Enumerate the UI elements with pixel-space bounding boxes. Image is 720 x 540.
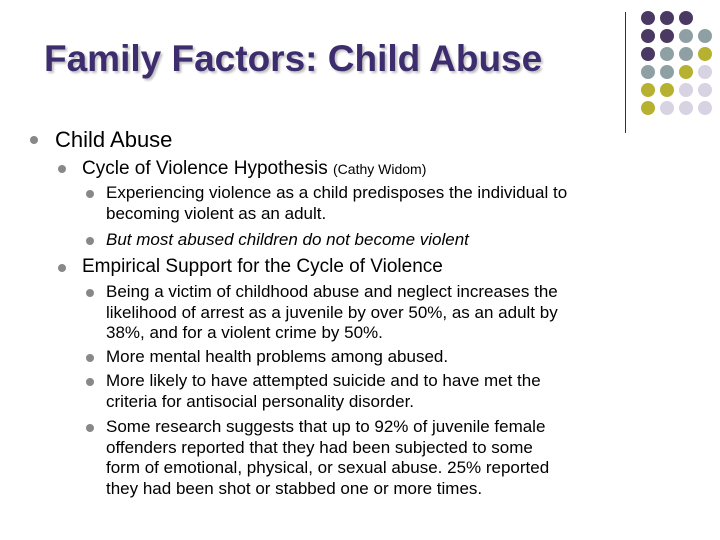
- decorative-dot-icon: [641, 65, 655, 79]
- main-bullet-text: Child Abuse: [55, 127, 173, 152]
- point-line: criteria for antisocial personality disorder.: [106, 391, 415, 411]
- decorative-dot-icon: [660, 47, 674, 61]
- decorative-dot-icon: [698, 83, 712, 97]
- point-line: 38%, and for a violent crime by 50%.: [106, 323, 383, 342]
- point-line: Some research suggests that up to 92% of juvenile female: [106, 417, 546, 436]
- point-text: [106, 417, 549, 499]
- decorative-dot-icon: [660, 101, 674, 115]
- bullet-icon: [30, 136, 38, 144]
- decorative-dot-icon: [641, 101, 655, 115]
- bullet-icon: [86, 424, 94, 432]
- decorative-divider-line: [625, 12, 626, 133]
- point-text: More mental health problems among abused.: [106, 347, 449, 366]
- decorative-dot-icon: [660, 11, 674, 25]
- decorative-dot-icon: [660, 65, 674, 79]
- decorative-dot-icon: [698, 65, 712, 79]
- point-line: More likely to have attempted suicide and to have met the: [106, 371, 541, 390]
- point-text: [106, 282, 558, 344]
- point-text: [106, 183, 567, 224]
- bullet-icon: [58, 264, 66, 272]
- bullet-icon: [86, 289, 94, 297]
- decorative-dot-icon: [641, 47, 655, 61]
- decorative-dot-icon: [660, 83, 674, 97]
- bullet-icon: [86, 378, 94, 386]
- decorative-dot-icon: [641, 83, 655, 97]
- decorative-dot-icon: [679, 101, 693, 115]
- decorative-dot-icon: [679, 47, 693, 61]
- decorative-dot-icon: [641, 11, 655, 25]
- sub-bullet-text: [82, 158, 426, 180]
- decorative-dot-icon: [679, 29, 693, 43]
- point-line: becoming violent as an adult.: [106, 203, 327, 223]
- attribution-text: (Cathy Widom): [333, 161, 427, 177]
- bullet-icon: [86, 354, 94, 362]
- point-text: [106, 371, 541, 412]
- bullet-icon: [86, 237, 94, 245]
- sub-bullet-label: Cycle of Violence Hypothesis: [82, 158, 328, 179]
- bullet-icon: [86, 190, 94, 198]
- point-line: likelihood of arrest as a juvenile by over 50%, as an adult by: [106, 302, 558, 322]
- point-line: they had been shot or stabbed one or more times.: [106, 478, 483, 498]
- point-line: Experiencing violence as a child predisposes the individual to: [106, 183, 568, 202]
- point-line: offenders reported that they had been subjected to some: [106, 437, 533, 457]
- point-line: form of emotional, physical, or sexual abuse. 25% reported: [106, 458, 550, 477]
- point-line: Being a victim of childhood abuse and neglect increases the: [106, 282, 558, 301]
- decorative-dot-icon: [698, 47, 712, 61]
- sub-bullet-text: Empirical Support for the Cycle of Violence: [82, 256, 443, 277]
- decorative-dot-icon: [698, 29, 712, 43]
- decorative-dot-icon: [679, 65, 693, 79]
- decorative-dot-icon: [679, 11, 693, 25]
- slide-title: Family Factors: Child Abuse: [44, 38, 543, 79]
- bullet-icon: [58, 165, 66, 173]
- decorative-dot-icon: [698, 101, 712, 115]
- decorative-dot-icon: [679, 83, 693, 97]
- point-text: But most abused children do not become violent: [106, 230, 469, 249]
- decorative-dot-icon: [641, 29, 655, 43]
- decorative-dot-icon: [660, 29, 674, 43]
